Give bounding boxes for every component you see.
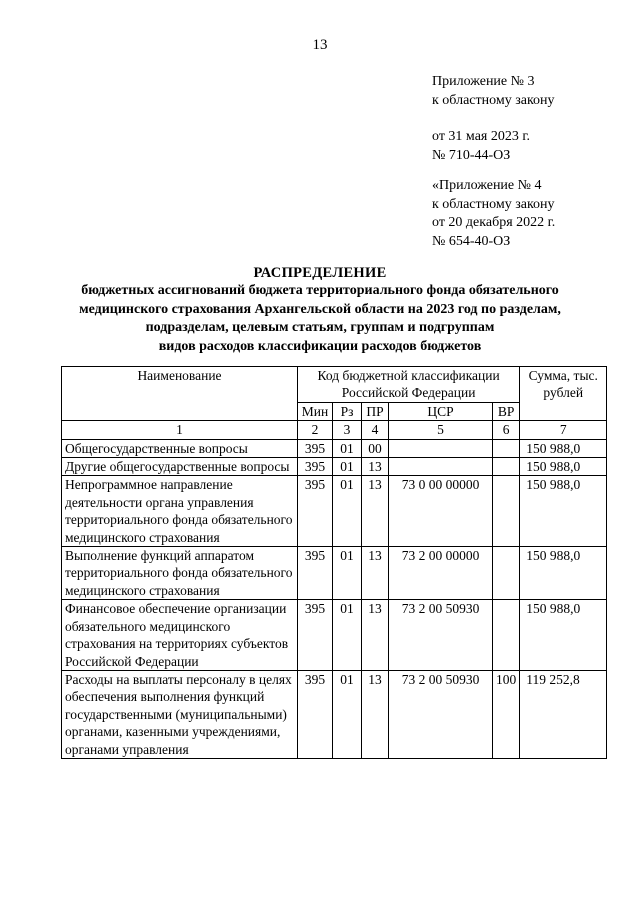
row-pr: 13 [362, 476, 389, 547]
row-pr: 13 [362, 600, 389, 671]
row-name: Непрограммное направление деятельности органа управления территориального фонда обязательного медицинского страхования [62, 476, 298, 547]
row-csr: 73 2 00 50930 [389, 600, 493, 671]
column-number: 5 [389, 421, 493, 439]
row-min: 395 [298, 476, 333, 547]
appendix-current [432, 73, 555, 165]
row-pr: 13 [362, 670, 389, 758]
title-line-2: медицинского страхования Архангельской области на 2023 год по разделам, [79, 301, 561, 317]
row-name: Другие общегосударственные вопросы [62, 458, 298, 476]
column-number: 4 [362, 421, 389, 439]
column-number: 2 [298, 421, 333, 439]
row-vr [493, 600, 520, 671]
table-row [62, 439, 607, 457]
title-line-3: подразделам, целевым статьям, группам и подгруппам [145, 320, 495, 335]
header-rz: Рз [333, 402, 362, 420]
row-name: Финансовое обеспечение организации обязательного медицинского страхования на территориях субъектов Российской Федерации [62, 600, 298, 671]
row-vr [493, 476, 520, 547]
document-title [40, 264, 600, 356]
appendix-original-date: от 20 декабря 2022 г. [432, 215, 556, 230]
table-row [62, 547, 607, 600]
row-vr: 100 [493, 670, 520, 758]
row-name: Общегосударственные вопросы [62, 439, 298, 457]
row-pr: 13 [362, 547, 389, 600]
row-sum: 150 988,0 [520, 600, 607, 671]
row-min: 395 [298, 458, 333, 476]
row-rz: 01 [333, 547, 362, 600]
column-number: 7 [520, 421, 607, 439]
row-vr [493, 458, 520, 476]
header-sum: Сумма, тыс. рублей [520, 367, 607, 421]
row-csr: 73 0 00 00000 [389, 476, 493, 547]
row-pr: 00 [362, 439, 389, 457]
row-csr: 73 2 00 00000 [389, 547, 493, 600]
appendix-current-date: от 31 мая 2023 г. [432, 129, 531, 144]
column-number: 1 [62, 421, 298, 439]
header-pr: ПР [362, 402, 389, 420]
column-number: 6 [493, 421, 520, 439]
row-vr [493, 439, 520, 457]
row-name: Расходы на выплаты персоналу в целях обеспечения выполнения функций государственными (муниципальными) органами, казенными учреждениями, органами управления [62, 670, 298, 758]
row-name: Выполнение функций аппаратом территориального фонда обязательного медицинского страхования [62, 547, 298, 600]
table-row [62, 476, 607, 547]
row-sum: 150 988,0 [520, 547, 607, 600]
row-rz: 01 [333, 670, 362, 758]
appendix-current-number: № 710-44-ОЗ [432, 147, 511, 163]
title-line-4: видов расходов классификации расходов бюджетов [158, 338, 482, 354]
column-number: 3 [333, 421, 362, 439]
title-main: РАСПРЕДЕЛЕНИЕ [253, 265, 387, 281]
title-line-1: бюджетных ассигнований бюджета территориального фонда обязательного [81, 283, 559, 298]
row-csr: 73 2 00 50930 [389, 670, 493, 758]
row-csr [389, 439, 493, 457]
page-number: 13 [312, 37, 328, 53]
header-vr: ВР [493, 402, 520, 420]
appendix-original-number: № 654-40-ОЗ [432, 233, 511, 249]
row-min: 395 [298, 600, 333, 671]
appendix-current-law: к областному закону [432, 92, 555, 108]
row-rz: 01 [333, 439, 362, 457]
row-rz: 01 [333, 458, 362, 476]
row-sum: 119 252,8 [520, 670, 607, 758]
table-row [62, 600, 607, 671]
appendix-original-title: «Приложение № 4 [432, 178, 542, 193]
row-sum: 150 988,0 [520, 476, 607, 547]
header-code-group: Код бюджетной классификации Российской Федерации [298, 367, 520, 403]
row-sum: 150 988,0 [520, 458, 607, 476]
row-sum: 150 988,0 [520, 439, 607, 457]
row-min: 395 [298, 670, 333, 758]
appendix-original-law: к областному закону [432, 196, 555, 212]
appendix-original [432, 177, 555, 251]
table-row [62, 670, 607, 758]
row-min: 395 [298, 547, 333, 600]
row-rz: 01 [333, 600, 362, 671]
row-rz: 01 [333, 476, 362, 547]
appendix-current-title: Приложение № 3 [432, 74, 535, 89]
header-name: Наименование [62, 367, 298, 421]
row-vr [493, 547, 520, 600]
header-row [62, 367, 607, 403]
header-min: Мин [298, 402, 333, 420]
table-row [62, 458, 607, 476]
budget-table [61, 366, 607, 759]
column-number-row [62, 421, 607, 439]
header-csr: ЦСР [389, 402, 493, 420]
row-pr: 13 [362, 458, 389, 476]
row-csr [389, 458, 493, 476]
row-min: 395 [298, 439, 333, 457]
